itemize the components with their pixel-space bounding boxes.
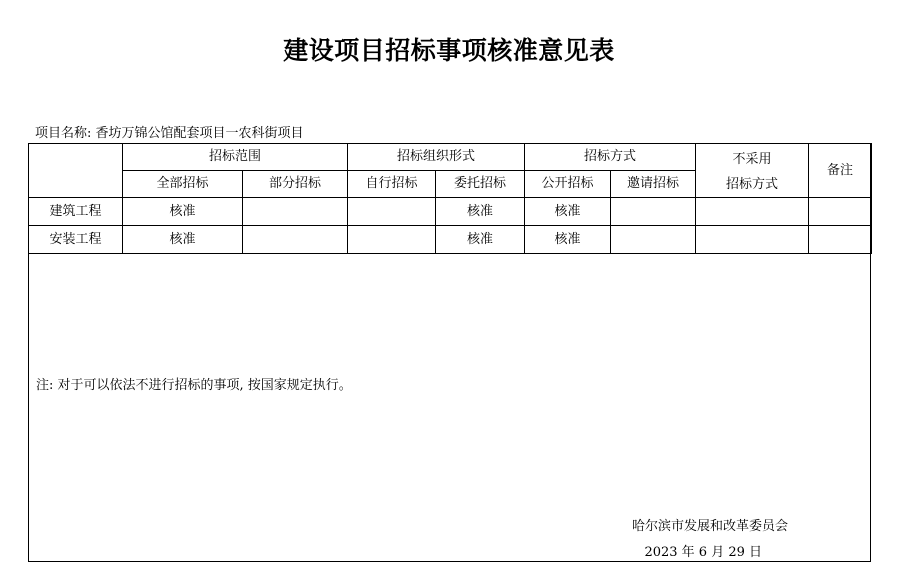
- header-scope: 招标范围: [123, 144, 348, 171]
- header-not-adopted-line2: 招标方式: [726, 176, 779, 192]
- issuer-name: 哈尔滨市发展和改革委员会: [631, 519, 788, 534]
- table-cell: [243, 198, 348, 226]
- corner-cell: [29, 144, 123, 198]
- issue-date: 2023 年 6 月 29 日: [644, 545, 762, 560]
- subheader-cell: 委托招标: [436, 171, 525, 198]
- table-cell: 核准: [123, 198, 243, 226]
- row-name: 建筑工程: [29, 198, 123, 226]
- subheader-cell: 部分招标: [243, 171, 348, 198]
- note-text: 注: 对于可以依法不进行招标的事项, 按国家规定执行。: [36, 378, 352, 393]
- table-cell: 核准: [436, 198, 525, 226]
- subheader-cell: 公开招标: [525, 171, 611, 198]
- table-cell: [696, 226, 809, 254]
- table-cell: 核准: [123, 226, 243, 254]
- project-name: 项目名称: 香坊万锦公馆配套项目一农科街项目: [35, 126, 304, 141]
- table-cell: [243, 226, 348, 254]
- approval-table: [28, 143, 872, 254]
- table-cell: [809, 198, 872, 226]
- subheader-cell: 邀请招标: [611, 171, 696, 198]
- table-cell: 核准: [436, 226, 525, 254]
- table-cell: [696, 198, 809, 226]
- header-organization: 招标组织形式: [348, 144, 525, 171]
- row-name: 安装工程: [29, 226, 123, 254]
- approval-form: [28, 143, 871, 562]
- table-cell: 核准: [525, 226, 611, 254]
- header-not-adopted: [696, 144, 809, 198]
- table-cell: [348, 198, 436, 226]
- table-cell: 核准: [525, 198, 611, 226]
- subheader-cell: 全部招标: [123, 171, 243, 198]
- table-cell: [611, 226, 696, 254]
- table-cell: [348, 226, 436, 254]
- header-not-adopted-line1: 不采用: [732, 151, 772, 167]
- table-cell: [809, 226, 872, 254]
- header-remark: 备注: [809, 144, 872, 198]
- header-row-1: [29, 144, 872, 171]
- table-row: [29, 226, 872, 254]
- table-cell: [611, 198, 696, 226]
- subheader-cell: 自行招标: [348, 171, 436, 198]
- header-method: 招标方式: [525, 144, 696, 171]
- page-title: 建设项目招标事项核准意见表: [283, 36, 615, 65]
- table-row: [29, 198, 872, 226]
